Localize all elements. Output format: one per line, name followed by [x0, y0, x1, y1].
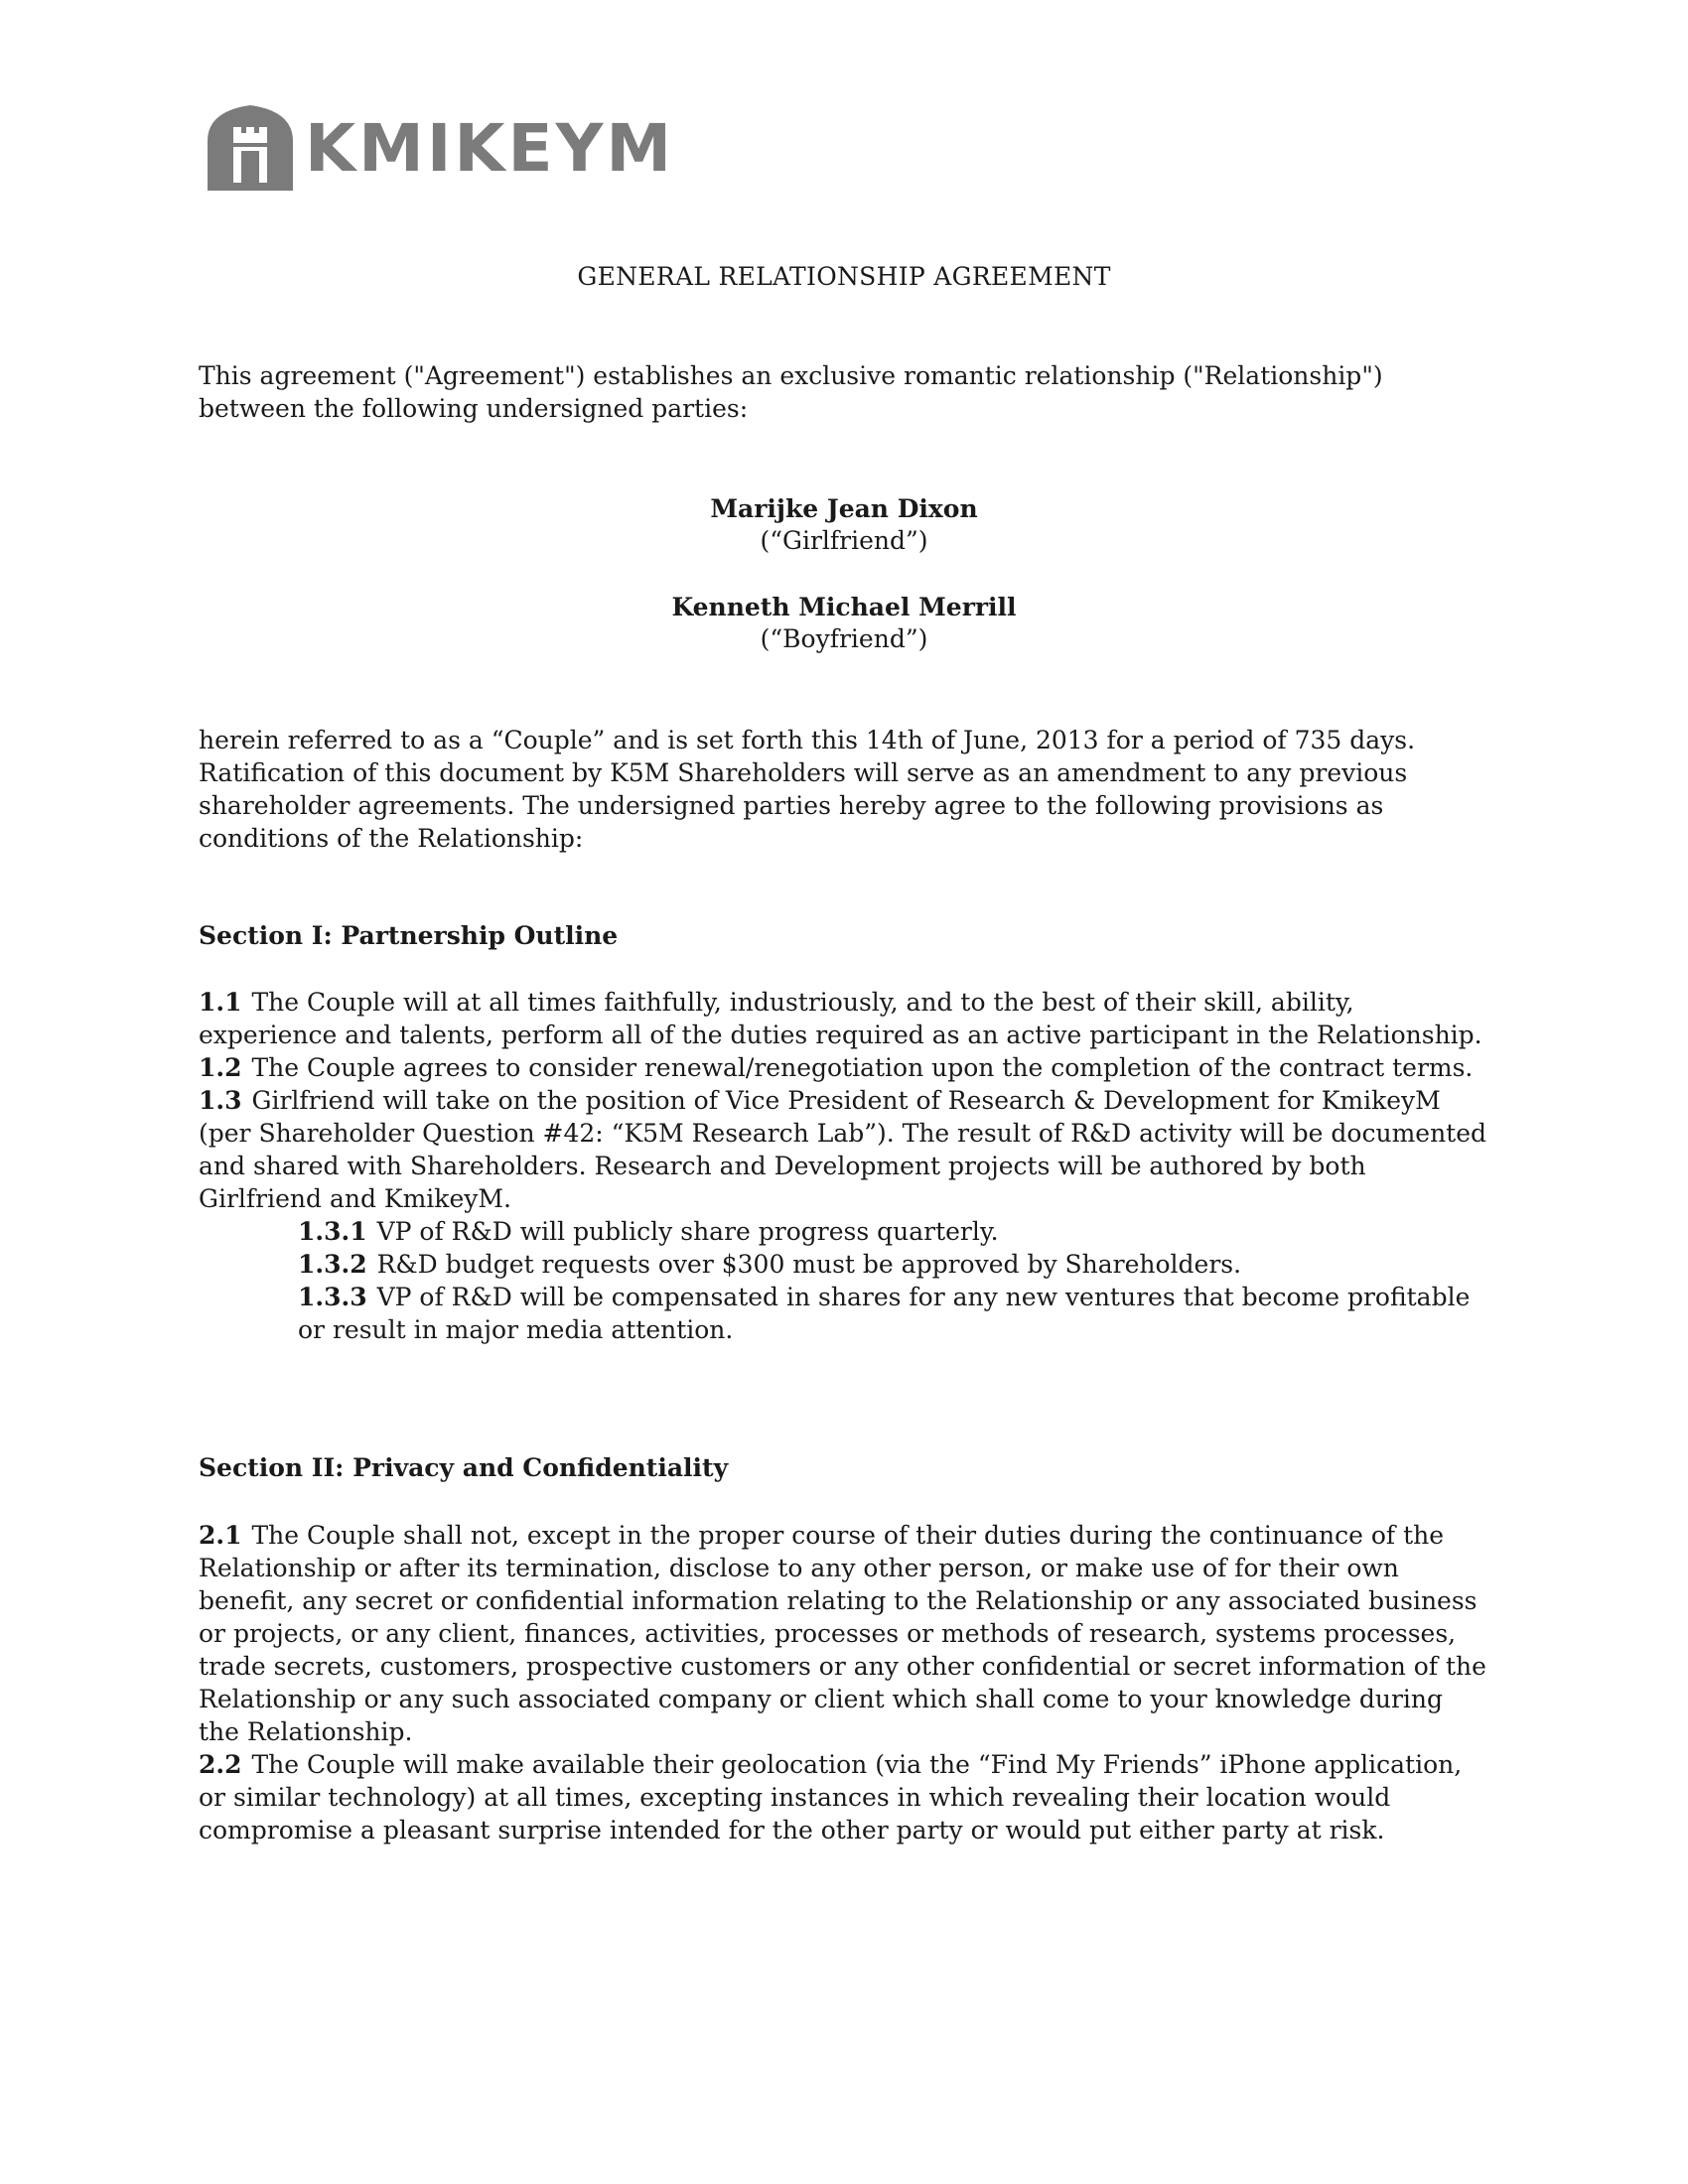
- preamble-text: herein referred to as a “Couple” and is set forth this 14th of June, 2013 for a period of 735 days. Ratification of this document by K5M Shareholders will serve as an amendment to any previous shareholder agreements. The undersigned parties hereby agree to the following provisions as conditions of the Relationship:: [199, 726, 1416, 853]
- clause-number: 1.3.1: [298, 1217, 367, 1246]
- party-role: (“Boyfriend”): [760, 624, 928, 653]
- clause-2-1: [199, 1519, 1489, 1748]
- section-1-heading: Section I: Partnership Outline: [199, 921, 619, 950]
- preamble-paragraph: [199, 724, 1489, 855]
- clause-1-3: [199, 1084, 1489, 1215]
- party-2: [0, 592, 1688, 655]
- castle-rook-icon: [204, 103, 297, 195]
- party-1: [0, 493, 1688, 557]
- clause-1-2: [199, 1051, 1489, 1084]
- clause-number: 2.1: [199, 1521, 242, 1550]
- party-name: Kenneth Michael Merrill: [671, 593, 1017, 621]
- clause-number: 1.2: [199, 1053, 242, 1082]
- clause-text: R&D budget requests over $300 must be approved by Shareholders.: [376, 1250, 1242, 1279]
- clause-text: VP of R&D will publicly share progress quarterly.: [376, 1217, 999, 1246]
- party-name: Marijke Jean Dixon: [710, 494, 978, 523]
- clause-text: The Couple agrees to consider renewal/renegotiation upon the completion of the contract terms.: [251, 1053, 1474, 1082]
- section-2-heading: Section II: Privacy and Confidentiality: [199, 1453, 729, 1482]
- section-1-body: [199, 986, 1489, 1346]
- clause-number: 1.3: [199, 1086, 242, 1115]
- company-logo: [204, 101, 674, 196]
- section-2-body: [199, 1519, 1489, 1846]
- clause-text: The Couple will at all times faithfully, industriously, and to the best of their skill, ability, experience and talents, perform all of the duties required as an active participant in the Relationship.: [199, 988, 1482, 1049]
- party-role: (“Girlfriend”): [760, 526, 928, 555]
- clause-text: Girlfriend will take on the position of Vice President of Research & Development for KmikeyM (per Shareholder Question #42: “K5M Research Lab”). The result of R&D activity will be documented and shared with Shareholders. Research and Development projects will be authored by both Girlfriend and KmikeyM.: [199, 1086, 1487, 1213]
- clause-number: 1.1: [199, 988, 242, 1017]
- logo-wordmark: KMIKEYM: [305, 109, 675, 187]
- clause-number: 1.3.2: [298, 1250, 367, 1279]
- clause-number: 1.3.3: [298, 1283, 367, 1311]
- clause-1-1: [199, 986, 1489, 1051]
- clause-1-3-1: [199, 1215, 1489, 1248]
- clause-number: 2.2: [199, 1750, 242, 1779]
- clause-1-3-3: [199, 1281, 1489, 1346]
- clause-text: The Couple shall not, except in the proper course of their duties during the continuance of the Relationship or after its termination, disclose to any other person, or make use of for their own benefit, any secret or confidential information relating to the Relationship or any associated business or projects, or any client, finances, activities, processes or methods of research, systems processes, trade secrets, customers, prospective customers or any other confidential or secret information of the Relationship or any such associated company or client which shall come to your knowledge during the Relationship.: [199, 1521, 1486, 1746]
- clause-1-3-2: [199, 1248, 1489, 1281]
- intro-text: This agreement ("Agreement") establishes an exclusive romantic relationship ("Relationship") between the following undersigned parties:: [199, 361, 1383, 423]
- clause-text: The Couple will make available their geolocation (via the “Find My Friends” iPhone application, or similar technology) at all times, excepting instances in which revealing their location would compromise a pleasant surprise intended for the other party or would put either party at risk.: [199, 1750, 1463, 1844]
- clause-text: VP of R&D will be compensated in shares for any new ventures that become profitable or result in major media attention.: [298, 1283, 1471, 1344]
- clause-2-2: [199, 1748, 1489, 1846]
- document-title: GENERAL RELATIONSHIP AGREEMENT: [577, 262, 1111, 291]
- intro-paragraph: [199, 359, 1489, 425]
